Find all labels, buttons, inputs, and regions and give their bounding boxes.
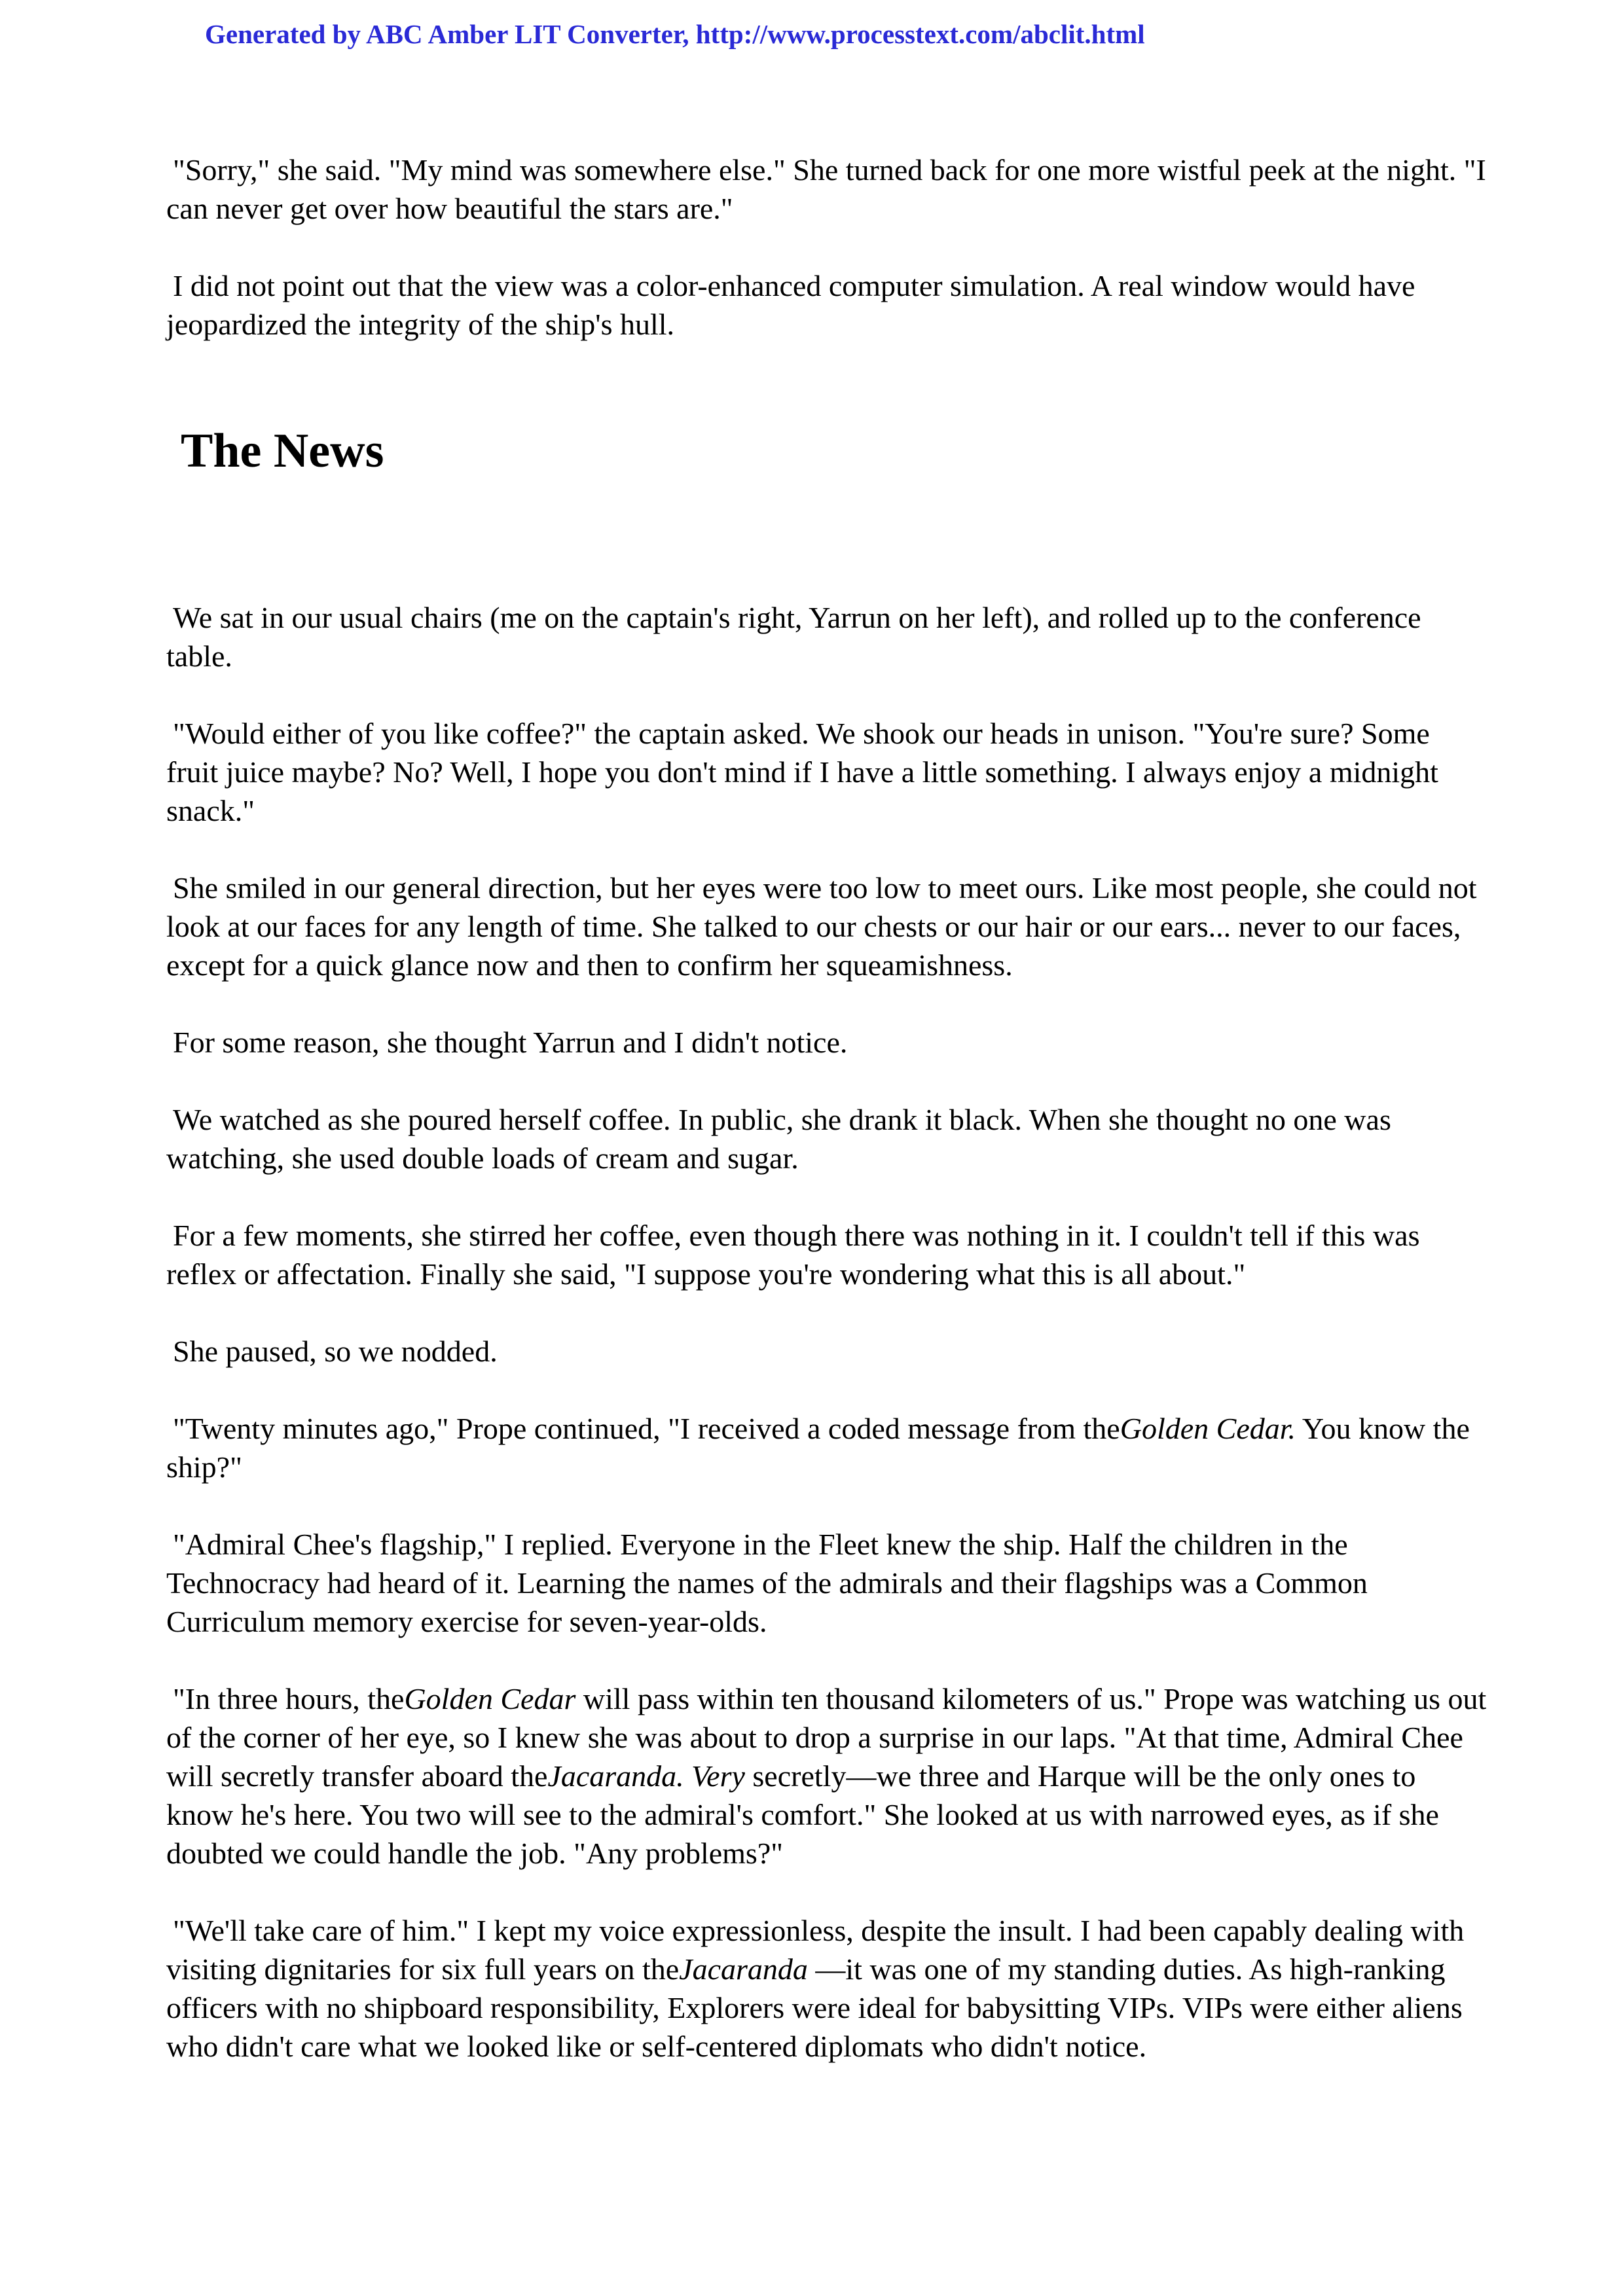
text-run: You know the ship?" [166, 1412, 1470, 1484]
paragraph [166, 1409, 1489, 1486]
paragraph: We watched as she poured herself coffee. In public, she drank it black. When she thought no one was watching, she used double loads of cream and sugar. [166, 1103, 1391, 1175]
text-run: will pass within ten thousand kilometers of us." Prope was watching us out of the corner of her eye, so I knew she was about to drop a surprise in our laps. "At that time, Admiral Chee will secretly transfer aboard the [166, 1682, 1487, 1793]
paragraph [166, 1911, 1489, 2066]
text-run: "We'll take care of him." I kept my voice expressionless, despite the insult. I had been capably dealing with visiting dignitaries for six full years on the [166, 1914, 1465, 1986]
paragraph: For some reason, she thought Yarrun and I didn't notice. [173, 1026, 848, 1059]
ship-name: Jacaranda [679, 1952, 808, 1986]
ship-name: Golden Cedar. [1120, 1412, 1296, 1445]
text-run: —it was one of my standing duties. As high-ranking officers with no shipboard responsibility, Explorers were ideal for babysitting VIPs. VIPs were either aliens who didn't care what we looked like or self-centered diplomats who didn't notice. [166, 1952, 1463, 2063]
paragraph: She paused, so we nodded. [173, 1335, 498, 1368]
paragraph: "Admiral Chee's flagship," I replied. Everyone in the Fleet knew the ship. Half the children in the Technocracy had heard of it. Learning the names of the admirals and their flagships was a Common Curriculum memory exercise for seven-year-olds. [166, 1528, 1368, 1638]
paragraph: We sat in our usual chairs (me on the captain's right, Yarrun on her left), and rolled up to the conference table. [166, 601, 1421, 673]
text-run: "Twenty minutes ago," Prope continued, "I received a coded message from the [173, 1412, 1120, 1445]
paragraph: "Sorry," she said. "My mind was somewhere else." She turned back for one more wistful peek at the night. "I can never get over how beautiful the stars are." [166, 153, 1486, 225]
paragraph: She smiled in our general direction, but her eyes were too low to meet ours. Like most people, she could not look at our faces for any length of time. She talked to our chests or our hair or our ears... never to our faces, except for a quick glance now and then to confirm her squeamishness. [166, 871, 1477, 982]
paragraph: For a few moments, she stirred her coffee, even though there was nothing in it. I couldn't tell if this was reflex or affectation. Finally she said, "I suppose you're wondering what this is all about." [166, 1219, 1420, 1291]
text-run: "In three hours, the [173, 1682, 405, 1715]
paragraph [166, 1679, 1489, 1873]
document-body [166, 151, 1489, 2104]
ship-name: Jacaranda. Very [547, 1759, 745, 1793]
ship-name: Golden Cedar [404, 1682, 576, 1715]
paragraph: I did not point out that the view was a color-enhanced computer simulation. A real window would have jeopardized the integrity of the ship's hull. [166, 269, 1415, 341]
converter-banner-link[interactable]: Generated by ABC Amber LIT Converter, http://www.processtext.com/abclit.html [205, 19, 1145, 49]
text-run: secretly—we three and Harque will be the only ones to know he's here. You two will see to the admiral's comfort." She looked at us with narrowed eyes, as if she doubted we could handle the job. "Any problems?" [166, 1759, 1439, 1870]
paragraph: "Would either of you like coffee?" the captain asked. We shook our heads in unison. "You're sure? Some fruit juice maybe? No? Well, I hope you don't mind if I have a little something. I always enjoy a midnight snack." [166, 717, 1438, 827]
chapter-title: The News [181, 424, 384, 478]
